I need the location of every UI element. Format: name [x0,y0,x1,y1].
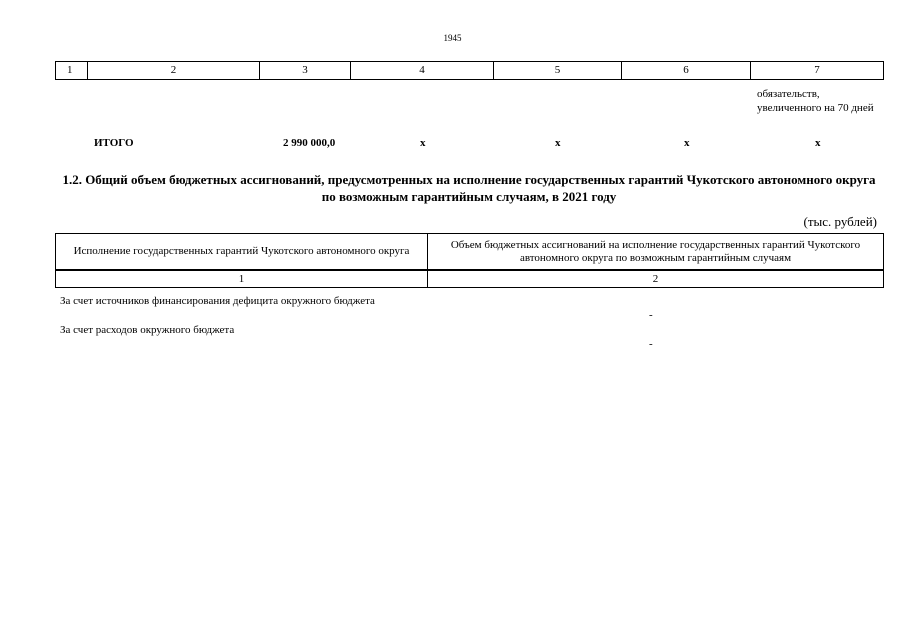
page-number: 1945 [443,33,462,43]
total-col7-x: х [815,137,821,149]
total-col5-x: х [555,137,561,149]
total-col4-x: х [420,137,426,149]
unit-label: (тыс. рублей) [803,214,877,229]
column-number-7: 7 [751,62,884,80]
row-label-budget-expenses: За счет расходов окружного бюджета [60,324,235,336]
table-number-row [56,271,884,288]
row-value-budget-expenses: - [649,338,653,350]
budget-guarantees-table [55,233,884,288]
column-number-2: 2 [88,62,260,80]
numbered-columns-table [55,61,884,80]
continuation-text: обязательств, увеличенного на 70 дней [757,88,874,114]
column-number-6: 6 [622,62,751,80]
table-header-row [56,234,884,270]
column-number-4: 4 [351,62,494,80]
header-budget-volume: Объем бюджетных ассигнований на исполнение государственных гарантий Чукотского автономного округа по возможным гарантийным случаям [428,234,884,270]
row-label-deficit-sources: За счет источников финансирования дефицита окружного бюджета [60,295,375,307]
header-guarantee-execution: Исполнение государственных гарантий Чукотского автономного округа [56,234,428,270]
total-col6-x: х [684,137,690,149]
total-amount: 2 990 000,0 [283,137,336,149]
column-number-2: 2 [428,271,884,288]
column-number-1: 1 [56,62,88,80]
section-heading: 1.2. Общий объем бюджетных ассигнований, предусмотренных на исполнение государственных гарантий Чукотского автономного округа по возможным гарантийным случаям, в 2021 году [62,172,876,204]
column-number-1: 1 [56,271,428,288]
row-value-deficit-sources: - [649,309,653,321]
column-number-3: 3 [260,62,351,80]
column-number-5: 5 [494,62,622,80]
total-label: ИТОГО [94,137,134,149]
table-row [56,62,884,80]
